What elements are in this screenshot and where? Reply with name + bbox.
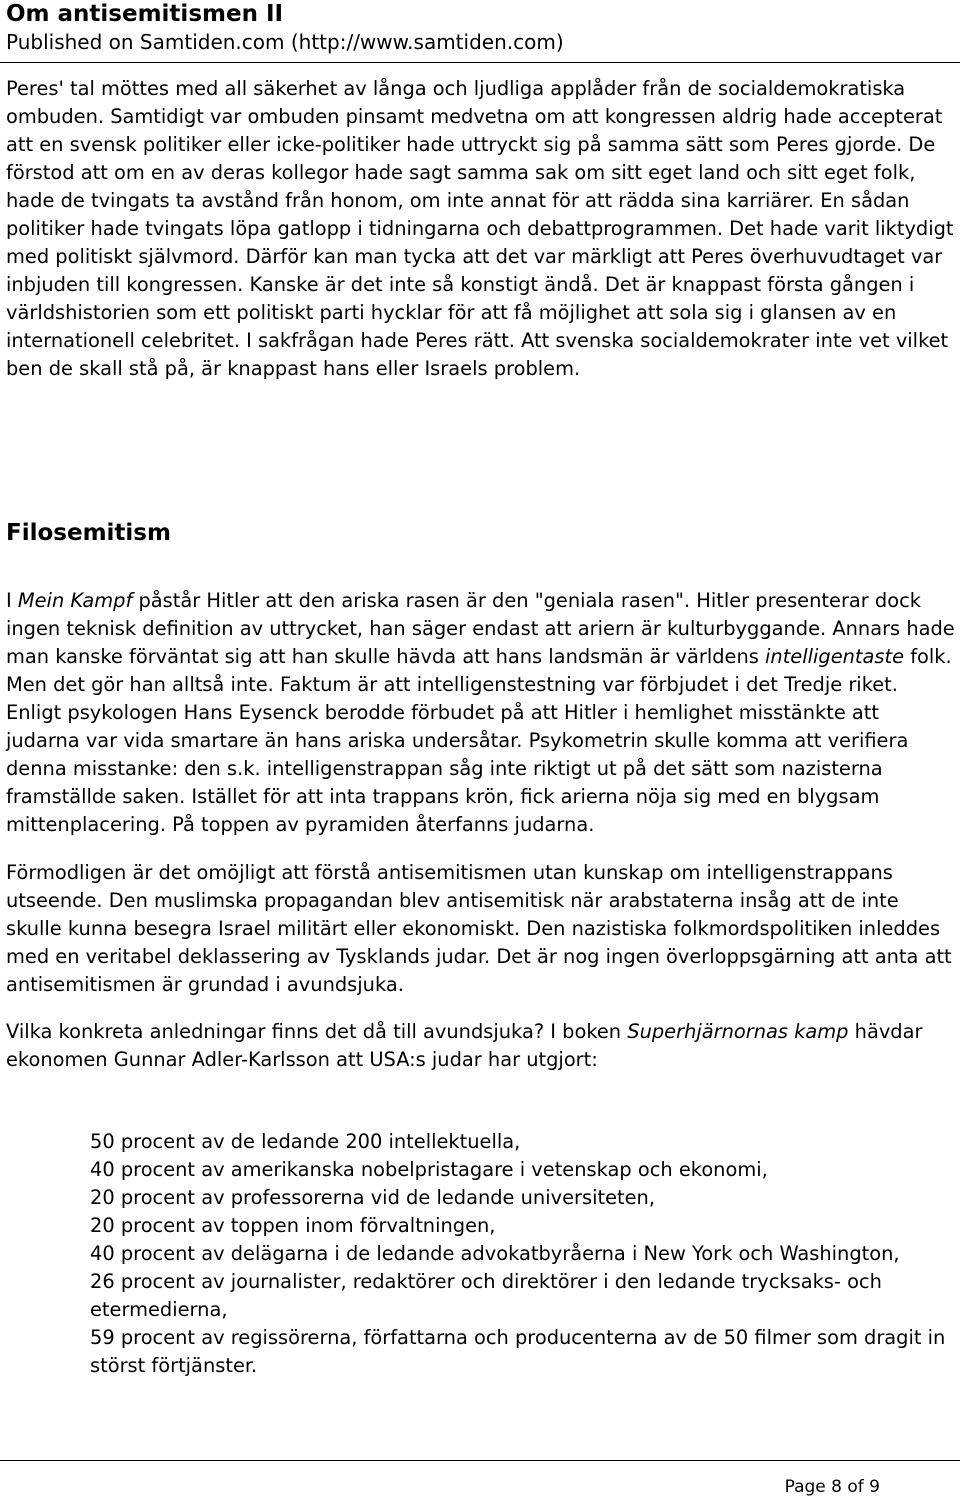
list-item: 59 procent av regissörerna, författarna och producenterna av de 50 filmer som dragit in störst förtjänster. (90, 1326, 946, 1377)
book-title-mein-kampf: Mein Kampf (17, 589, 133, 613)
statistics-list (90, 1128, 950, 1380)
emphasis-intelligentaste: intelligentaste (765, 645, 905, 669)
document-source: Published on Samtiden.com (http://www.samtiden.com) (6, 30, 564, 54)
intro-paragraph-block (6, 75, 956, 383)
section-paragraph-2: Förmodligen är det omöjligt att förstå antisemitismen utan kunskap om intelligenstrappans utseende. Den muslimska propagandan blev antisemitisk när arabstaterna insåg att de inte skulle kunna besegra Israel militärt eller ekonomiskt. Den nazistiska folkmordspolitiken inleddes med en veritabel deklassering av Tysklands judar. Det är nog ingen överloppsgärning att anta att antisemitismen är grundad i avundsjuka. (6, 860, 952, 996)
list-item: 26 procent av journalister, redaktörer och direktörer i den ledande trycksaks- och etermedierna, (90, 1270, 882, 1321)
section-paragraph-3 (6, 1018, 956, 1074)
p1-text-c: folk. Men det gör han alltså inte. Faktum är att intelligenstestning var förbjudet i det Tredje riket. Enligt psykologen Hans Eysenck berodde förbudet på att Hitler i hemlighet misstänkte att judarna var vida smartare än hans ariska undersåtar. Psykometrin skulle komma att verifiera denna misstanke: den s.k. intelligenstrappan såg inte riktigt ut på det sätt som nazisterna framställde saken. Istället för att inta trappans krön, fick arierna nöja sig med en blygsam mittenplacering. På toppen av pyramiden återfanns judarna. (6, 645, 952, 837)
p3-text-a: Vilka konkreta anledningar finns det då till avundsjuka? I boken (6, 1020, 628, 1044)
header-divider (0, 62, 960, 63)
list-item: 20 procent av toppen inom förvaltningen, (90, 1214, 496, 1237)
p1-text-b: påstår Hitler att den ariska rasen är den "geniala rasen". Hitler presenterar dock ingen teknisk definition av uttrycket, han säger endast att ariern är kulturbyggande. Annars hade man kanske förväntat sig att han skulle hävda att hans landsmän är världens (6, 589, 955, 669)
page-number: Page 8 of 9 (784, 1477, 880, 1497)
book-title-superhjarnornas-kamp: Superhjärnornas kamp (627, 1020, 849, 1044)
p1-text-a: I (6, 589, 18, 613)
list-item: 40 procent av delägarna i de ledande advokatbyråerna i New York och Washington, (90, 1242, 900, 1265)
p3-text-b: hävdar ekonomen Gunnar Adler-Karlsson att USA:s judar har utgjort: (6, 1020, 923, 1072)
list-item: 40 procent av amerikanska nobelpristagare i vetenskap och ekonomi, (90, 1158, 768, 1181)
intro-paragraph: Peres' tal möttes med all säkerhet av långa och ljudliga applåder från de socialdemokratiska ombuden. Samtidigt var ombuden pinsamt medvetna om att kongressen aldrig hade accepterat att en svensk politiker eller icke-politiker hade uttryckt sig på samma sätt som Peres gjorde. De förstod att om en av deras kollegor hade sagt samma sak om sitt eget land och sitt eget folk, hade de tvingats ta avstånd från honom, om inte annat för att rädda sina karriärer. En sådan politiker hade tvingats löpa gatlopp i tidningarna och debattprogrammen. Det hade varit liktydigt med politiskt självmord. Därför kan man tycka att det var märkligt att Peres överhuvudtaget var inbjuden till kongressen. Kanske är det inte så konstigt ändå. Det är knappast första gången i världshistorien som ett politiskt parti hycklar för att få möjlighet att sola sig i glansen av en internationell celebritet. I sakfrågan hade Peres rätt. Att svenska socialdemokrater inte vet vilket ben de skall stå på, är knappast hans eller Israels problem. (6, 77, 954, 380)
page-header (6, 0, 956, 56)
section-heading-filosemitism: Filosemitism (6, 520, 171, 546)
section-paragraph-1 (6, 587, 956, 839)
list-item: 50 procent av de ledande 200 intellektuella, (90, 1130, 521, 1153)
document-title: Om antisemitismen II (6, 1, 284, 27)
list-item: 20 procent av professorerna vid de ledande universiteten, (90, 1186, 655, 1209)
section-body (6, 568, 956, 1094)
footer-divider (0, 1460, 960, 1461)
